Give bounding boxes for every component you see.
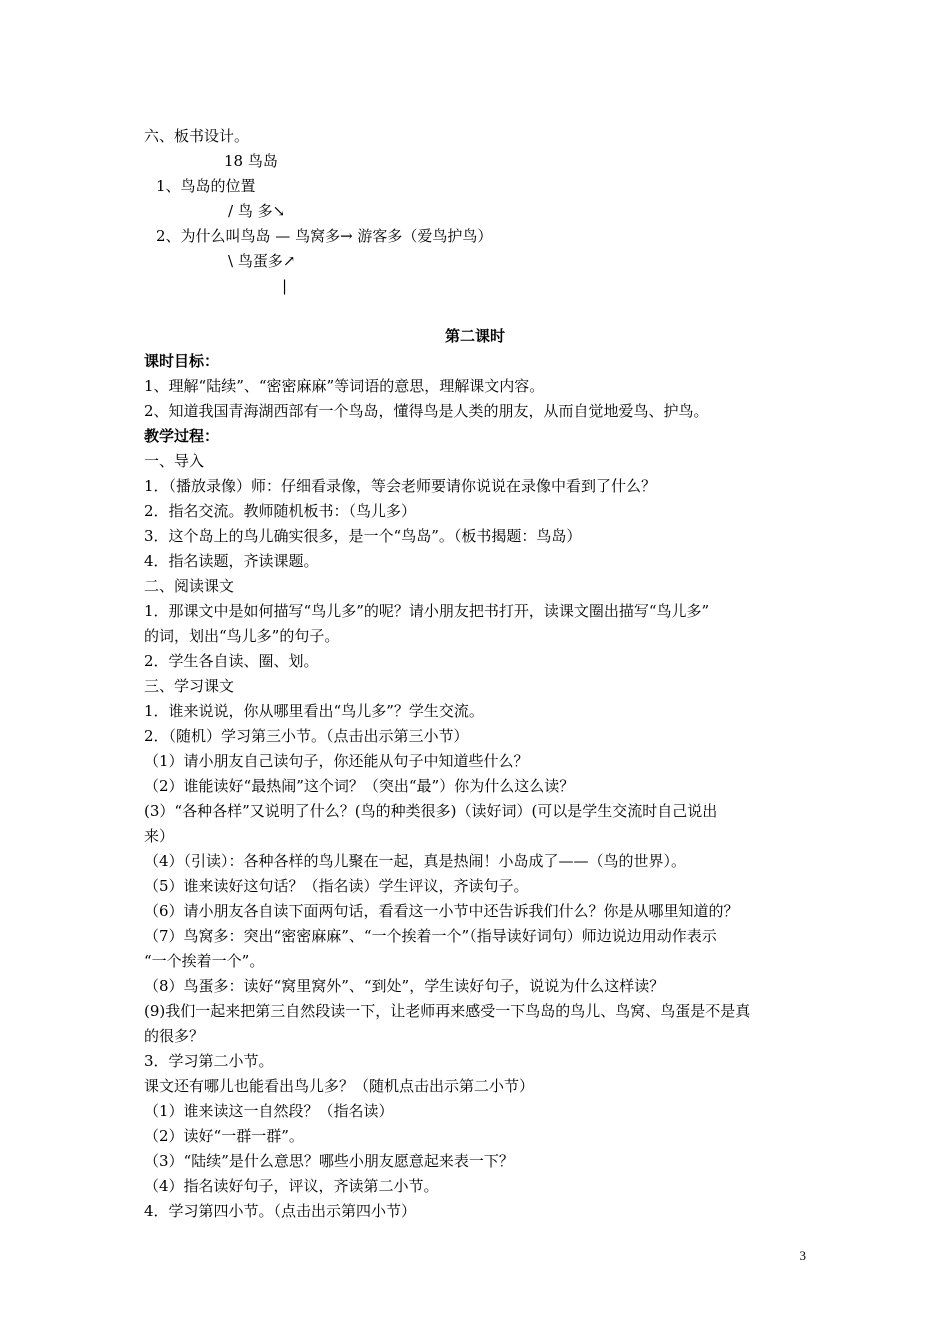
board-item-2: 2、为什么叫鸟岛 — 鸟窝多→ 游客多（爱鸟护鸟） <box>156 227 493 245</box>
process-line: （3）“陆续”是什么意思？哪些小朋友愿意起来表一下？ <box>144 1152 514 1170</box>
process-line: “一个挨着一个”。 <box>144 952 265 970</box>
process-line: （1）谁来读这一自然段？（指名读） <box>144 1102 394 1120</box>
goal-1: 1、理解“陆续”、“密密麻麻”等词语的意思，理解课文内容。 <box>144 377 545 395</box>
process-line: 3．这个岛上的鸟儿确实很多，是一个“鸟岛”。（板书揭题：鸟岛） <box>144 527 582 545</box>
board-title: 18 鸟岛 <box>224 152 278 170</box>
board-item-1: 1、鸟岛的位置 <box>156 177 256 195</box>
process-line: （7）鸟窝多：突出“密密麻麻”、“一个挨着一个”（指导读好词句）师边说边用动作表示 <box>144 927 717 945</box>
process-line: 的很多？ <box>144 1027 205 1045</box>
process-line: 2．（随机）学习第三小节。（点击出示第三小节） <box>144 727 469 745</box>
process-line: （4）指名读好句子，评议，齐读第二小节。 <box>144 1177 439 1195</box>
process-line: （4）（引读）：各种各样的鸟儿聚在一起，真是热闹！小岛成了——（鸟的世界）。 <box>144 852 687 870</box>
board-heading: 六、板书设计。 <box>144 127 250 145</box>
process-line: （2）谁能读好“最热闹”这个词？（突出“最”）你为什么这么读？ <box>144 777 575 795</box>
process-line: (9)我们一起来把第三自然段读一下，让老师再来感受一下鸟岛的鸟儿、鸟窝、鸟蛋是不是真 <box>144 1002 751 1020</box>
process-line: 课文还有哪儿也能看出鸟儿多？（随机点击出示第二小节） <box>144 1077 535 1095</box>
process-line: 一、导入 <box>144 452 205 470</box>
process-line: 的词，划出“鸟儿多”的句子。 <box>144 627 340 645</box>
process-line: 1．（播放录像）师：仔细看录像，等会老师要请你说说在录像中看到了什么？ <box>144 477 657 495</box>
process-line: 三、学习课文 <box>144 677 235 695</box>
goal-2: 2、知道我国青海湖西部有一个鸟岛，懂得鸟是人类的朋友，从而自觉地爱鸟、护鸟。 <box>144 402 709 420</box>
process-label: 教学过程： <box>144 427 220 445</box>
process-line: 来） <box>144 827 175 845</box>
process-line: （1）请小朋友自己读句子，你还能从句子中知道些什么？ <box>144 752 529 770</box>
process-line: （5）谁来读好这句话？（指名读）学生评议，齐读句子。 <box>144 877 529 895</box>
goals-label: 课时目标： <box>144 352 220 370</box>
process-line: （8）鸟蛋多：读好“窝里窝外”、“到处”，学生读好句子，说说为什么这样读？ <box>144 977 665 995</box>
board-vertical-bar: | <box>282 277 288 295</box>
board-branch-bottom: \ 鸟蛋多↗ <box>228 252 296 270</box>
process-line: (3）“各种各样”又说明了什么？(鸟的种类很多)（读好词）(可以是学生交流时自己说出 <box>144 802 718 820</box>
process-line: （6）请小朋友各自读下面两句话，看看这一小节中还告诉我们什么？你是从哪里知道的？ <box>144 902 739 920</box>
process-line: 二、阅读课文 <box>144 577 235 595</box>
board-branch-top: / 鸟 多↘ <box>228 202 286 220</box>
process-line: 2．指名交流。教师随机板书：（鸟儿多） <box>144 502 417 520</box>
page-number: 3 <box>799 1248 806 1263</box>
process-line: 4．学习第四小节。（点击出示第四小节） <box>144 1202 417 1220</box>
process-line: 4．指名读题，齐读课题。 <box>144 552 319 570</box>
process-line: （2）读好“一群一群”。 <box>144 1127 304 1145</box>
process-line: 3．学习第二小节。 <box>144 1052 274 1070</box>
lesson-title: 第二课时 <box>444 327 505 345</box>
process-line: 1．那课文中是如何描写“鸟儿多”的呢？请小朋友把书打开，读课文圈出描写“鸟儿多” <box>144 602 710 620</box>
process-line: 1．谁来说说，你从哪里看出“鸟儿多”？学生交流。 <box>144 702 484 720</box>
process-line: 2．学生各自读、圈、划。 <box>144 652 319 670</box>
